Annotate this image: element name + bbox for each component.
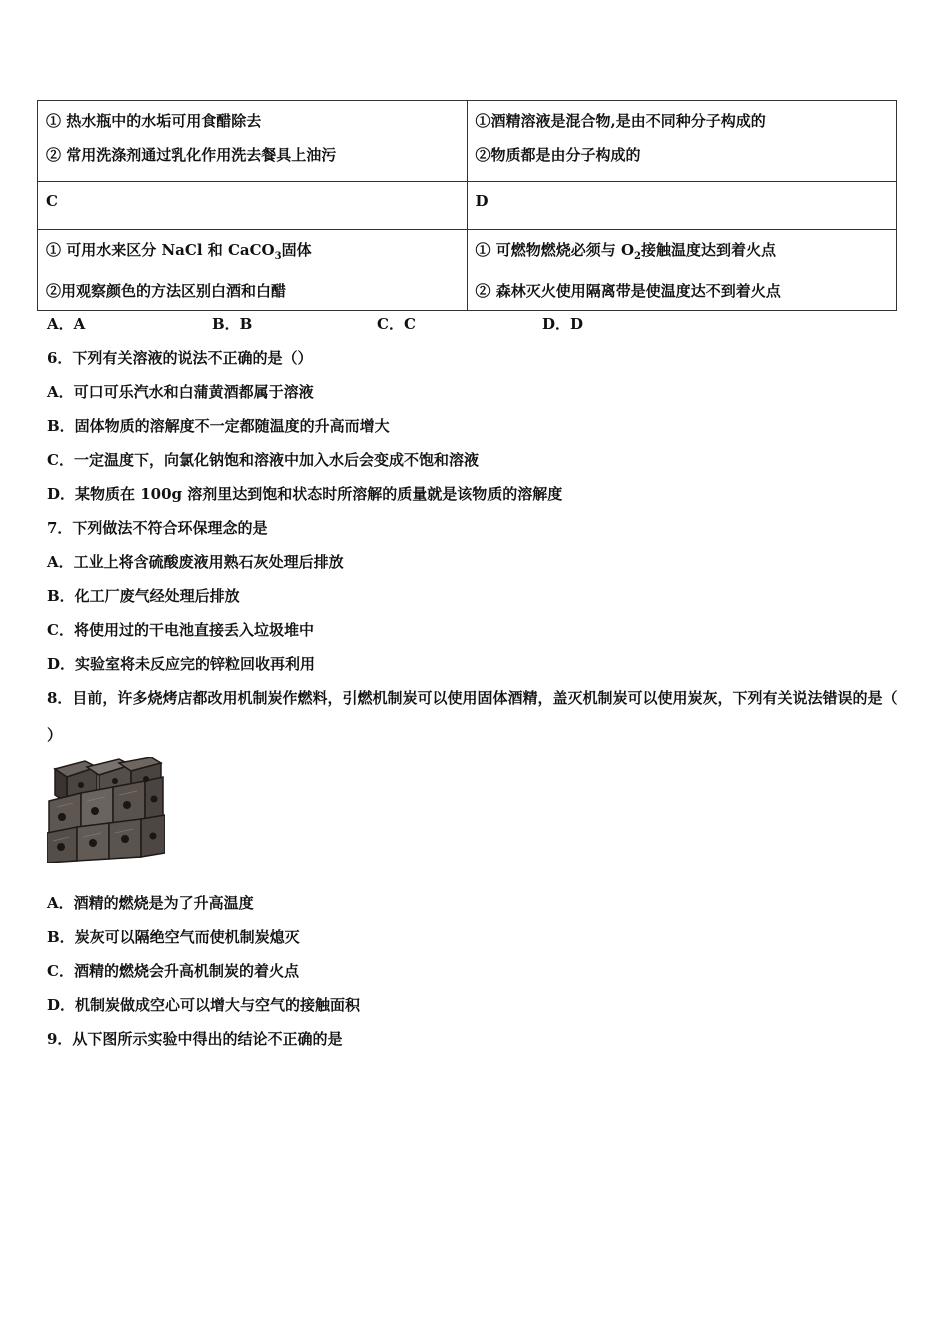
statement-line: ① 可燃物燃烧必须与 $O_2$接触温度达到着火点 bbox=[475, 241, 776, 262]
cell-option-a-statements bbox=[467, 101, 897, 182]
question8-option-d: D．机制炭做成空心可以增大与空气的接触面积 bbox=[47, 996, 361, 1014]
question7-option-a: A．工业上将含硫酸废液用熟石灰处理后排放 bbox=[47, 553, 344, 571]
cell-option-b-statements bbox=[38, 101, 468, 182]
question8-option-b: B．炭灰可以隔绝空气而使机制炭熄灭 bbox=[47, 928, 300, 946]
cell-option-d-statements bbox=[467, 230, 897, 311]
question5-answers bbox=[47, 313, 747, 335]
question7-option-d: D．实验室将未反应完的锌粒回收再利用 bbox=[47, 655, 316, 673]
question6-stem: 6．下列有关溶液的说法不正确的是（） bbox=[47, 349, 313, 367]
question5-options-table bbox=[37, 100, 897, 311]
question7-stem: 7．下列做法不符合环保理念的是 bbox=[47, 519, 268, 537]
statement-line: ① 热水瓶中的水垢可用食醋除去 bbox=[46, 112, 262, 130]
question8-stem: 8．目前，许多烧烤店都改用机制炭作燃料，引燃机制炭可以使用固体酒精，盖灭机制炭可以使用炭灰，下列有关说法错误的是（ ） bbox=[47, 689, 898, 744]
statement-line: ① 可用水来区分 NaCl 和 CaCO$_3$固体 bbox=[46, 241, 312, 262]
question6-option-b: B．固体物质的溶解度不一定都随温度的升高而增大 bbox=[47, 417, 390, 435]
statement-line: ② 森林灭火使用隔离带是使温度达不到着火点 bbox=[475, 282, 781, 300]
statement-line: ②物质都是由分子构成的 bbox=[475, 146, 641, 164]
question6-option-c: C．一定温度下，向氯化钠饱和溶液中加入水后会变成不饱和溶液 bbox=[47, 451, 479, 469]
answer-choice-d: D．D bbox=[542, 315, 584, 333]
question9-stem: 9．从下图所示实验中得出的结论不正确的是 bbox=[47, 1030, 343, 1048]
question8-option-a: A．酒精的燃烧是为了升高温度 bbox=[47, 894, 254, 912]
cell-header-d: D bbox=[467, 182, 897, 230]
answer-choice-c: C．C bbox=[377, 315, 416, 333]
cell-header-c: C bbox=[38, 182, 468, 230]
question6-option-d: D．某物质在 100g 溶剂里达到饱和状态时所溶解的质量就是该物质的溶解度 bbox=[47, 485, 563, 503]
statement-line: ②用观察颜色的方法区别白酒和白醋 bbox=[46, 282, 287, 300]
statement-line: ② 常用洗涤剂通过乳化作用洗去餐具上油污 bbox=[46, 146, 337, 164]
question7-option-c: C．将使用过的干电池直接丢入垃圾堆中 bbox=[47, 621, 314, 639]
question7-option-b: B．化工厂废气经处理后排放 bbox=[47, 587, 240, 605]
question6-option-a: A．可口可乐汽水和白蒲黄酒都属于溶液 bbox=[47, 383, 314, 401]
statement-line: ①酒精溶液是混合物,是由不同种分子构成的 bbox=[475, 112, 766, 130]
charcoal-briquettes-image bbox=[47, 757, 165, 863]
answer-choice-a: A．A bbox=[47, 315, 86, 333]
answer-choice-b: B．B bbox=[212, 315, 253, 333]
question8-option-c: C．酒精的燃烧会升高机制炭的着火点 bbox=[47, 962, 299, 980]
cell-option-c-statements bbox=[38, 230, 468, 311]
